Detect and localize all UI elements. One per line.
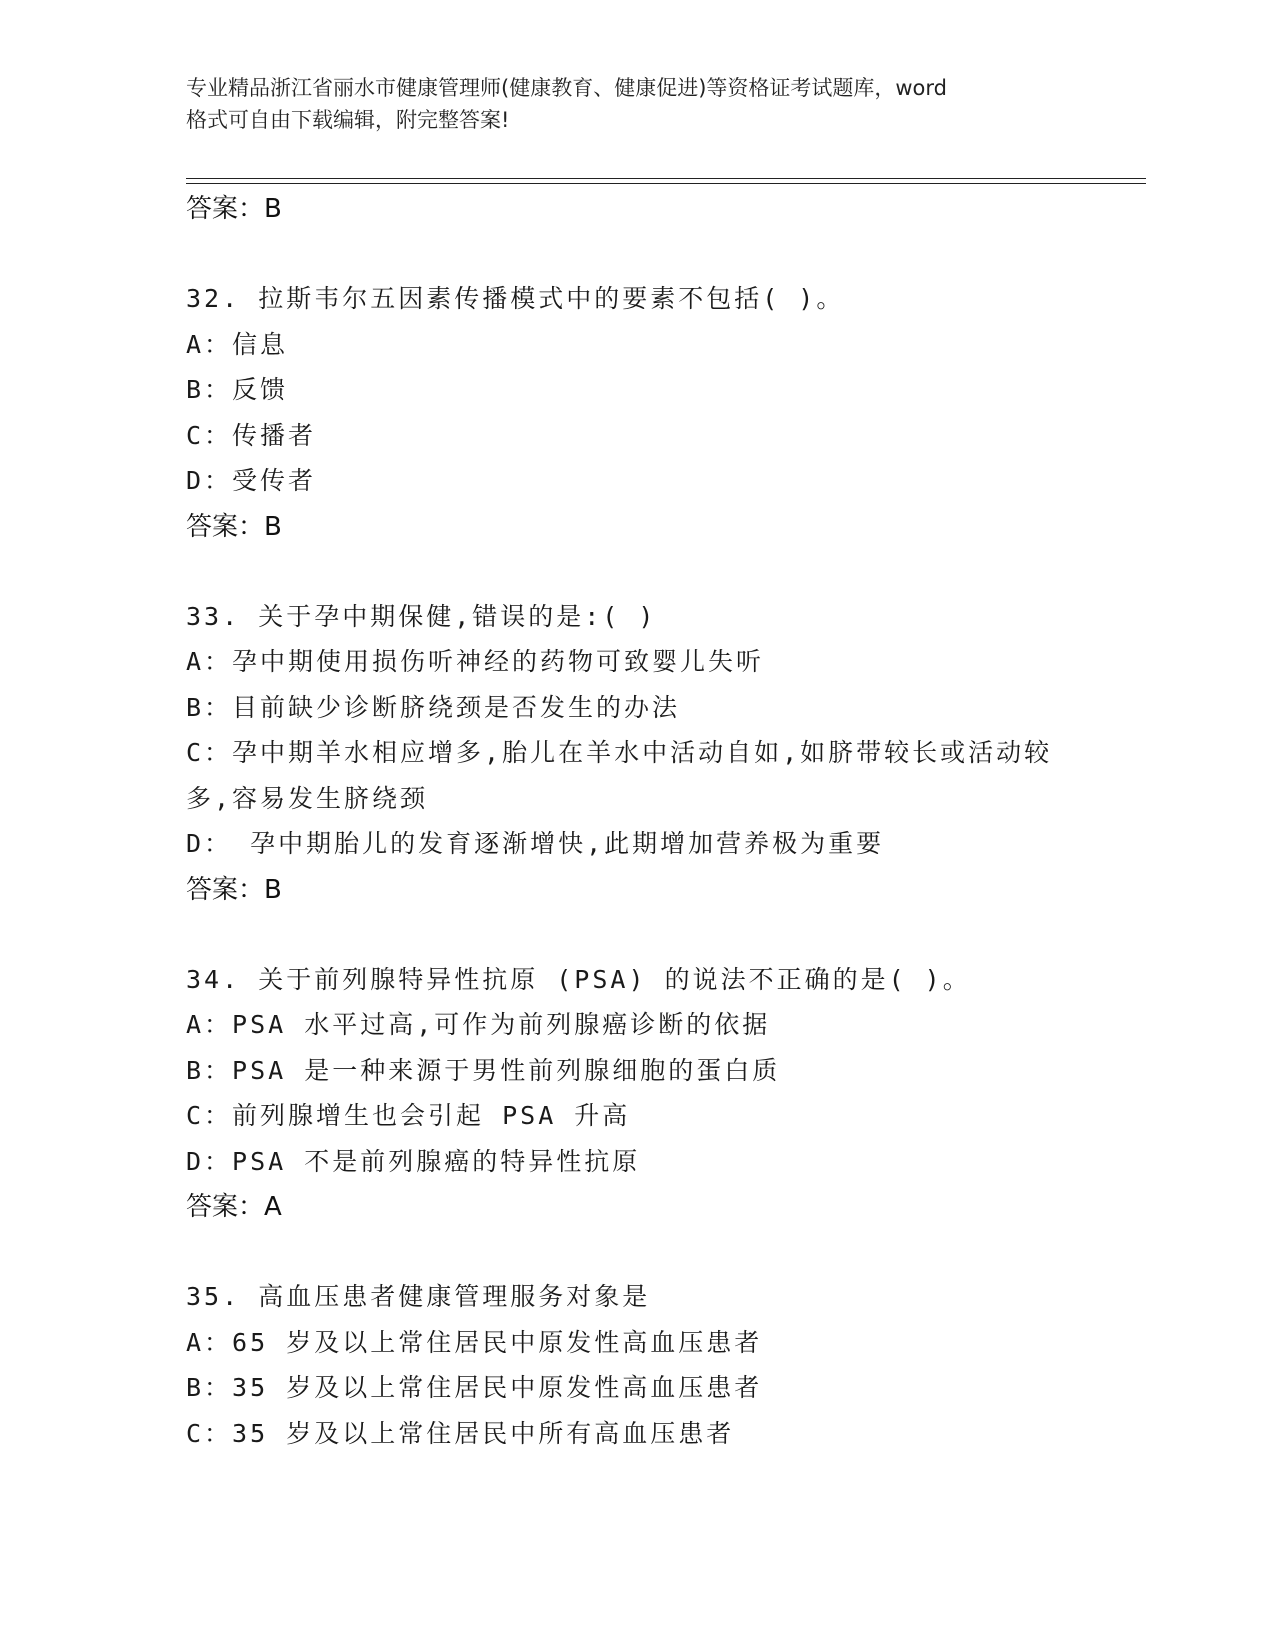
option-b: B：反馈 — [186, 375, 289, 404]
question-35 — [186, 1274, 1186, 1456]
header-rule-bottom — [186, 183, 1146, 184]
question-stem: 35. 高血压患者健康管理服务对象是 — [186, 1282, 651, 1311]
option-d: D： 孕中期胎儿的发育逐渐增快,此期增加营养极为重要 — [186, 829, 885, 858]
document-header — [186, 72, 1086, 136]
question-stem: 33. 关于孕中期保健,错误的是:( ) — [186, 601, 657, 631]
option-c: C：孕中期羊水相应增多,胎儿在羊水中活动自如,如脐带较长或活动较 — [186, 738, 1053, 767]
option-a: A：孕中期使用损伤听神经的药物可致婴儿失听 — [186, 647, 765, 676]
answer: 答案：A — [186, 1192, 282, 1222]
option-c: C：传播者 — [186, 420, 317, 450]
option-c: C：前列腺增生也会引起 PSA 升高 — [186, 1101, 631, 1130]
option-a: A：信息 — [186, 329, 289, 359]
question-stem: 34. 关于前列腺特异性抗原 (PSA) 的说法不正确的是( )。 — [186, 964, 971, 994]
option-d: D：PSA 不是前列腺癌的特异性抗原 — [186, 1146, 641, 1176]
option-a: A：65 岁及以上常住居民中原发性高血压患者 — [186, 1327, 763, 1357]
option-a: A：PSA 水平过高,可作为前列腺癌诊断的依据 — [186, 1010, 771, 1039]
question-32 — [186, 276, 1186, 550]
question-content — [186, 186, 1186, 1456]
option-c: C：35 岁及以上常住居民中所有高血压患者 — [186, 1418, 735, 1448]
question-34 — [186, 957, 1186, 1231]
header-rule-top — [186, 178, 1146, 179]
question-stem: 32. 拉斯韦尔五因素传播模式中的要素不包括( )。 — [186, 284, 845, 313]
header-line-2: 格式可自由下载编辑，附完整答案! — [186, 108, 510, 132]
question-33 — [186, 594, 1186, 913]
option-d: D：受传者 — [186, 466, 317, 495]
answer: 答案：B — [186, 511, 282, 542]
answer: 答案：B — [186, 874, 282, 905]
option-c-continued: 多,容易发生脐绕颈 — [186, 783, 429, 813]
header-line-1: 专业精品浙江省丽水市健康管理师(健康教育、健康促进)等资格证考试题库，word — [186, 76, 948, 100]
option-b: B：35 岁及以上常住居民中原发性高血压患者 — [186, 1373, 763, 1402]
answer-prev: 答案：B — [186, 194, 282, 224]
option-b: B：目前缺少诊断脐绕颈是否发生的办法 — [186, 692, 681, 722]
option-b: B：PSA 是一种来源于男性前列腺细胞的蛋白质 — [186, 1055, 781, 1085]
